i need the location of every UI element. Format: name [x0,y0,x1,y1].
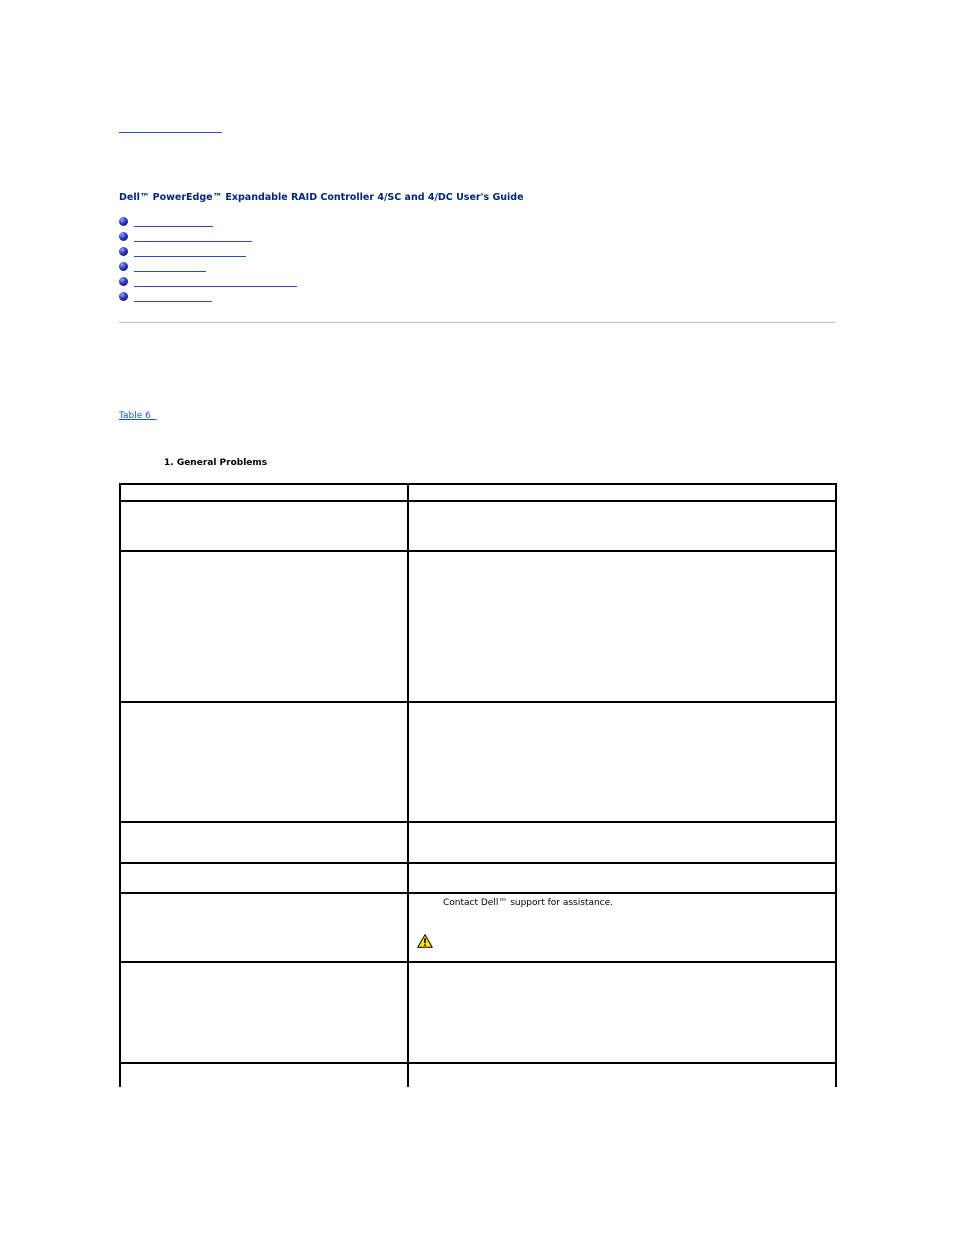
toc-link-3[interactable] [134,256,246,257]
problem-cell [120,551,408,702]
problem-cell [120,1063,408,1087]
table-header-cell [120,484,408,501]
toc-link-6[interactable] [134,301,212,302]
solution-cell [408,501,836,551]
bullet-icon [119,217,128,226]
table-row [120,501,836,551]
table-row [120,863,836,893]
section-divider [119,322,835,323]
general-problems-table [119,483,837,1087]
table-row [120,893,836,962]
caution-icon [417,934,433,948]
bullet-icon [119,232,128,241]
table-row [120,551,836,702]
table-header-cell [408,484,836,501]
solution-cell [408,822,836,863]
solution-note: Contact Dell™ support for assistance. [443,898,614,908]
bullet-icon [119,262,128,271]
problem-cell [120,501,408,551]
bullet-icon [119,292,128,301]
problem-cell [120,822,408,863]
table-row [120,822,836,863]
document-title: Dell™ PowerEdge™ Expandable RAID Controller 4/SC and 4/DC User's Guide [119,192,524,203]
solution-cell [408,702,836,822]
problem-cell [120,893,408,962]
table-row [120,962,836,1063]
table-caption: 1. General Problems [164,458,268,468]
problem-cell [120,863,408,893]
table-header-row [120,484,836,501]
solution-cell [408,893,836,962]
top-link[interactable] [119,126,222,133]
bullet-icon [119,247,128,256]
solution-cell [408,962,836,1063]
solution-cell [408,1063,836,1087]
table-reference-link[interactable]: Table 6 [119,411,157,421]
toc-link-1[interactable] [134,226,213,227]
bullet-icon [119,277,128,286]
toc-link-4[interactable] [134,271,206,272]
table-row [120,1063,836,1087]
table-row [120,702,836,822]
toc-link-2[interactable] [134,241,252,242]
solution-cell [408,551,836,702]
toc-link-5[interactable] [134,286,297,287]
solution-cell [408,863,836,893]
problem-cell [120,962,408,1063]
problem-cell [120,702,408,822]
